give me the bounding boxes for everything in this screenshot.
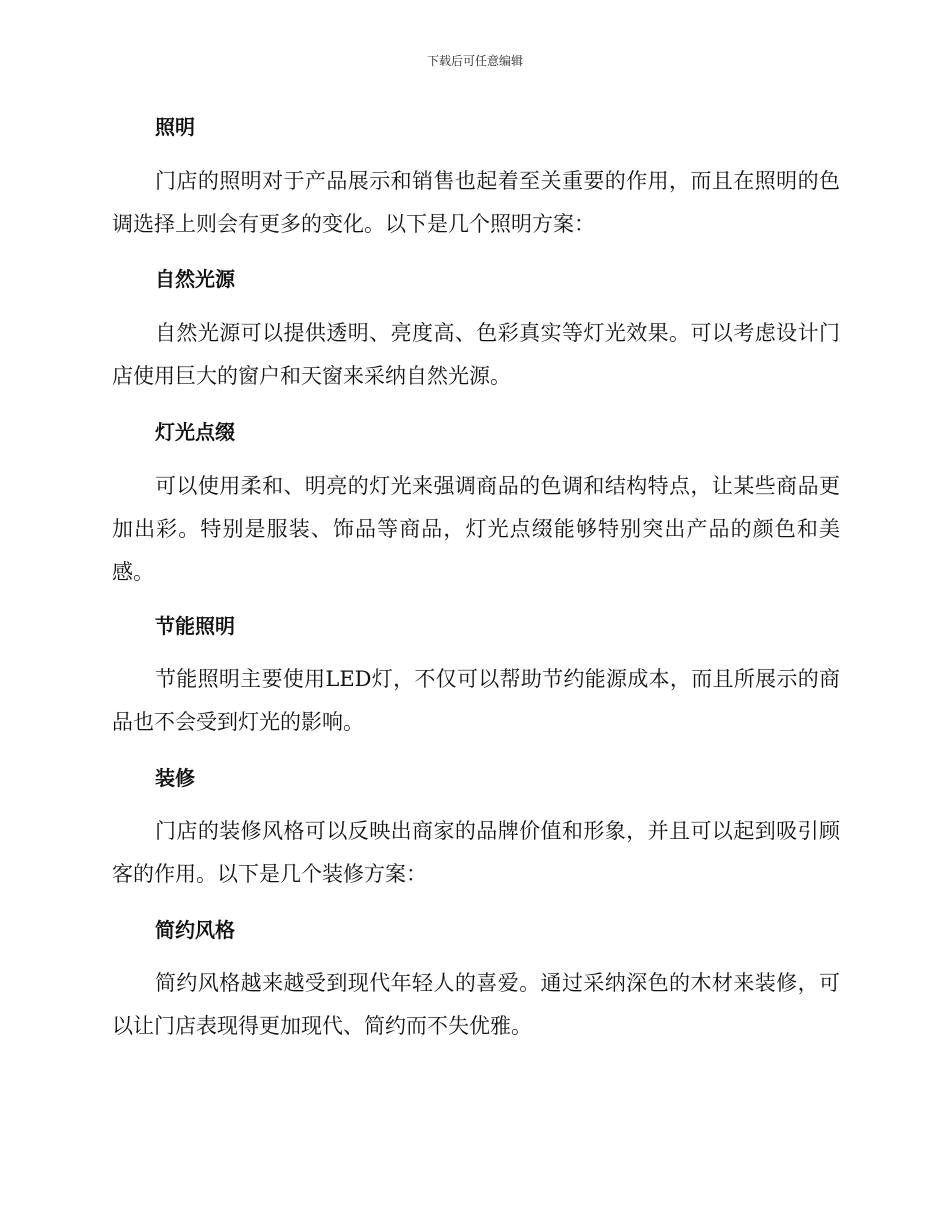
heading-decoration: 装修	[155, 766, 195, 790]
paragraph-energy-saving: 节能照明主要使用LED灯，不仅可以帮助节约能源成本，而且所展示的商品也不会受到灯光的影响。	[112, 667, 840, 734]
heading-accent-light: 灯光点缀	[155, 420, 235, 444]
heading-minimalist-style: 简约风格	[155, 918, 235, 942]
page-header: 下载后可任意编辑	[426, 54, 523, 68]
paragraph-minimalist-style: 简约风格越来越受到现代年轻人的喜爱。通过采纳深色的木材来装修，可以让门店表现得更加现代、简约而不失优雅。	[112, 971, 840, 1038]
paragraph-natural-light: 自然光源可以提供透明、亮度高、色彩真实等灯光效果。可以考虑设计门店使用巨大的窗户和天窗来采纳自然光源。	[112, 321, 840, 388]
heading-lighting: 照明	[155, 115, 195, 139]
heading-natural-light: 自然光源	[155, 267, 235, 291]
paragraph-decoration: 门店的装修风格可以反映出商家的品牌价值和形象，并且可以起到吸引顾客的作用。以下是几个装修方案：	[112, 819, 840, 886]
heading-energy-saving: 节能照明	[155, 614, 235, 638]
paragraph-accent-light: 可以使用柔和、明亮的灯光来强调商品的色调和结构特点，让某些商品更加出彩。特别是服装、饰品等商品，灯光点缀能够特别突出产品的颜色和美感。	[112, 474, 840, 584]
paragraph-lighting: 门店的照明对于产品展示和销售也起着至关重要的作用，而且在照明的色调选择上则会有更多的变化。以下是几个照明方案：	[112, 169, 840, 236]
